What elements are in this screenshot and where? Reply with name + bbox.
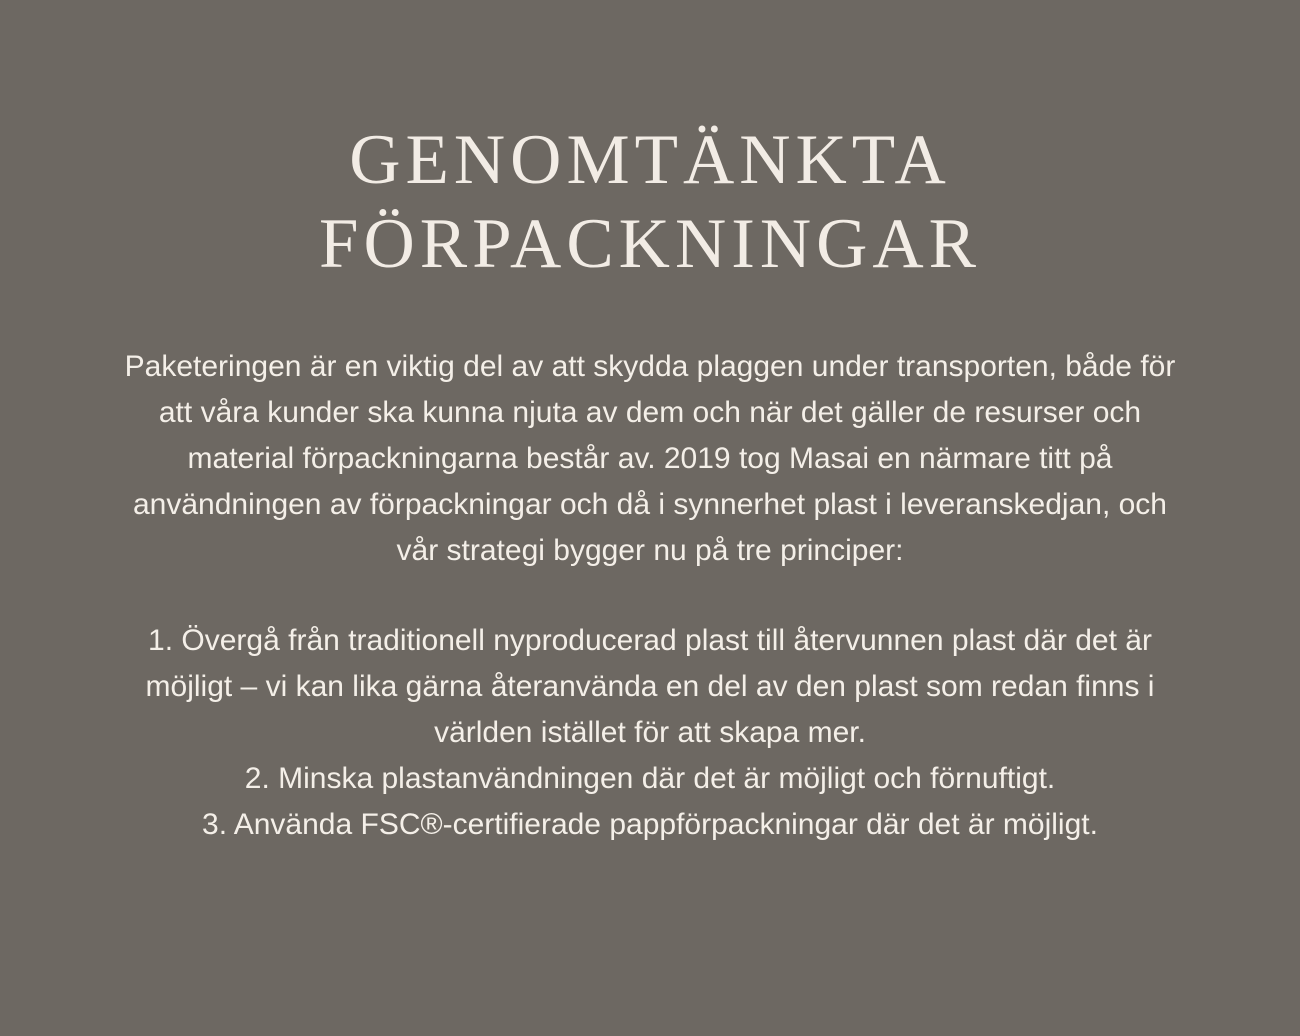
content-section xyxy=(115,344,1185,848)
page-title xyxy=(200,118,1100,286)
principle-item-1: 1. Övergå från traditionell nyproducerad plast till återvunnen plast där det är möjligt – vi kan lika gärna återanvända en del av den plast som redan finns i världen istället för att skapa mer. xyxy=(145,624,1155,749)
principle-item-3: 3. Använda FSC®-certifierade pappförpackningar där det är möjligt. xyxy=(202,808,1098,841)
intro-paragraph: Paketeringen är en viktig del av att skydda plaggen under transporten, både för att våra kunder ska kunna njuta av dem och när det gäller de resurser och material förpackningarna består av. 2019 tog Masai en närmare titt på användningen av förpackningar och då i synnerhet plast i leveranskedjan, och vår strategi bygger nu på tre principer: xyxy=(124,350,1176,567)
page-title-line-2: FÖRPACKNINGAR xyxy=(318,205,982,283)
page-title-line-1: GENOMTÄNKTA xyxy=(349,121,951,199)
principles-list xyxy=(115,618,1185,848)
principle-item-2: 2. Minska plastanvändningen där det är möjligt och förnuftigt. xyxy=(244,762,1056,795)
